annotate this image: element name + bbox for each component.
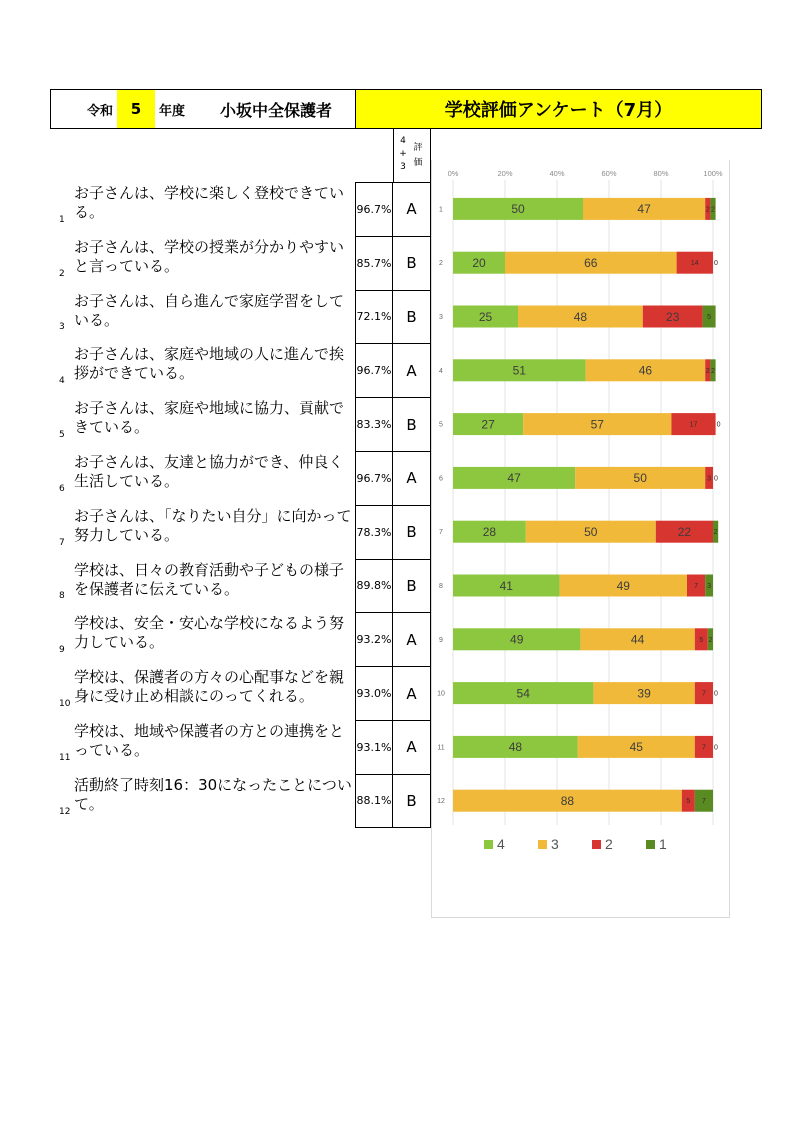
organization: 小坂中全保護者 — [219, 100, 332, 120]
data-label: 7 — [701, 690, 706, 698]
data-label: 20 — [472, 256, 486, 271]
data-label: 0 — [714, 475, 718, 483]
question-number: 5 — [59, 429, 65, 440]
x-tick-label: 60% — [601, 169, 617, 178]
score-label-part: 4 — [400, 136, 406, 146]
grade-value: B — [393, 559, 431, 613]
x-tick-label: 80% — [653, 169, 669, 178]
score-percent: 93.2% — [355, 612, 393, 666]
data-label: 27 — [481, 417, 495, 432]
data-label: 17 — [689, 421, 698, 429]
data-label: 0 — [714, 260, 718, 268]
question-text: お子さんは、「なりたい自分」に向かって努力している。 — [74, 506, 352, 544]
question-text: お子さんは、家庭や地域に協力、貢献できている。 — [74, 399, 345, 437]
question-row — [50, 720, 431, 774]
category-label: 3 — [439, 314, 443, 321]
data-label: 50 — [633, 471, 647, 486]
legend-swatch-4 — [484, 840, 493, 849]
question-number: 10 — [59, 698, 71, 709]
question-number: 4 — [59, 376, 65, 387]
data-label: 50 — [511, 202, 525, 217]
grade-value: B — [393, 505, 431, 559]
question-row — [50, 236, 431, 290]
x-tick-label: 40% — [549, 169, 565, 178]
data-label: 49 — [616, 578, 630, 593]
data-label: 2 — [705, 367, 710, 375]
data-label: 7 — [701, 798, 706, 806]
chart-svg — [432, 160, 731, 918]
x-tick-label: 0% — [447, 169, 459, 178]
category-label: 1 — [439, 206, 443, 214]
data-label: 51 — [512, 363, 526, 378]
score-label-part: 3 — [400, 162, 406, 172]
question-number: 6 — [59, 483, 65, 494]
x-tick-label: 20% — [497, 169, 513, 178]
data-label: 54 — [516, 686, 530, 701]
score-percent: 72.1% — [355, 290, 393, 344]
data-label: 47 — [507, 471, 521, 486]
data-label: 39 — [637, 686, 651, 701]
year-number: 5 — [117, 90, 155, 128]
score-percent: 83.3% — [355, 397, 393, 451]
header-bar — [50, 89, 762, 129]
data-label: 2 — [713, 529, 718, 537]
data-label: 2 — [711, 206, 715, 214]
data-label: 7 — [694, 583, 699, 591]
question-text: 学校は、保護者の方々の心配事などを親身に受け止め相談にのってくれる。 — [74, 668, 345, 706]
data-label: 44 — [630, 632, 645, 647]
question-text: 活動終了時刻16：30になったことについて。 — [74, 775, 352, 813]
question-number: 9 — [59, 645, 65, 656]
question-row — [50, 451, 431, 505]
page-title: 学校評価アンケート（7月） — [355, 90, 761, 128]
score-percent: 96.7% — [355, 182, 393, 236]
data-label: 28 — [482, 525, 497, 540]
question-row — [50, 182, 431, 236]
grade-value: B — [393, 774, 431, 828]
data-label: 0 — [714, 744, 718, 752]
data-label: 2 — [711, 367, 715, 375]
question-text: 学校は、日々の教育活動や子どもの様子を保護者に伝えている。 — [74, 560, 345, 598]
data-label: 50 — [584, 525, 598, 540]
legend-label: 1 — [659, 836, 667, 852]
question-number: 8 — [59, 591, 65, 602]
year-suffix: 年度 — [159, 103, 186, 119]
grade-value: A — [393, 182, 431, 236]
question-row — [50, 505, 431, 559]
question-number: 11 — [59, 752, 71, 763]
data-label: 5 — [707, 314, 712, 322]
x-tick-label: 100% — [703, 169, 723, 178]
question-text: お子さんは、学校の授業が分かりやすいと言っている。 — [74, 237, 345, 275]
legend-label: 2 — [605, 836, 613, 852]
score-percent: 89.8% — [355, 559, 393, 613]
question-number: 7 — [59, 537, 65, 548]
score-percent: 78.3% — [355, 505, 393, 559]
data-label: 5 — [699, 636, 704, 644]
category-label: 6 — [439, 475, 443, 483]
grade-value: A — [393, 720, 431, 774]
data-label: 49 — [510, 632, 524, 647]
category-label: 2 — [439, 260, 443, 268]
data-label: 88 — [560, 794, 575, 809]
question-text: 学校は、地域や保護者の方との連携をとっている。 — [74, 721, 345, 759]
category-label: 4 — [439, 367, 443, 375]
legend-swatch-1 — [646, 840, 655, 849]
question-row — [50, 290, 431, 344]
data-label: 7 — [701, 744, 706, 752]
data-label: 2 — [708, 636, 713, 644]
data-label: 0 — [714, 690, 718, 698]
question-row — [50, 774, 431, 828]
question-row — [50, 559, 431, 613]
question-number: 1 — [59, 214, 65, 225]
question-text: お子さんは、友達と協力ができ、仲良く生活している。 — [74, 452, 344, 490]
legend-label: 4 — [497, 836, 505, 852]
data-label: 47 — [637, 202, 651, 217]
data-label: 23 — [666, 309, 680, 324]
grade-value: A — [393, 451, 431, 505]
category-label: 11 — [437, 744, 445, 752]
question-table — [50, 182, 431, 828]
question-text: お子さんは、学校に楽しく登校できている。 — [74, 184, 345, 221]
grade-value: B — [393, 236, 431, 290]
score-percent: 85.7% — [355, 236, 393, 290]
data-label: 3 — [707, 583, 712, 591]
data-label: 5 — [686, 798, 691, 806]
question-number: 12 — [59, 806, 71, 817]
data-label: 3 — [707, 475, 712, 483]
question-text: 学校は、安全・安心な学校になるよう努力している。 — [74, 614, 345, 652]
data-label: 48 — [573, 309, 588, 324]
category-label: 8 — [439, 583, 443, 590]
grade-column-label — [413, 141, 423, 171]
question-number: 3 — [59, 322, 65, 333]
grade-value: B — [393, 397, 431, 451]
question-row — [50, 666, 431, 720]
category-label: 5 — [439, 421, 443, 429]
grade-value: A — [393, 343, 431, 397]
score-percent: 96.7% — [355, 343, 393, 397]
score-percent: 88.1% — [355, 774, 393, 828]
question-text: お子さんは、家庭や地域の人に進んで挨拶ができている。 — [74, 345, 345, 383]
legend-swatch-3 — [538, 840, 547, 849]
grade-label-part: 評 — [413, 143, 423, 153]
data-label: 0 — [716, 421, 721, 429]
data-label: 46 — [638, 363, 653, 378]
score-percent: 93.1% — [355, 720, 393, 774]
score-column-label — [399, 135, 407, 174]
legend-label: 3 — [551, 836, 559, 852]
data-label: 45 — [629, 740, 643, 755]
question-text: お子さんは、自ら進んで家庭学習をしている。 — [74, 291, 345, 329]
category-label: 10 — [437, 690, 445, 698]
column-header — [393, 129, 431, 182]
legend-swatch-2 — [592, 840, 601, 849]
data-label: 57 — [590, 417, 604, 432]
grade-value: A — [393, 612, 431, 666]
data-label: 14 — [690, 260, 699, 268]
score-percent: 93.0% — [355, 666, 393, 720]
score-label-part: + — [399, 149, 407, 159]
category-label: 12 — [437, 798, 445, 806]
question-row — [50, 612, 431, 666]
stacked-bar-chart — [431, 160, 730, 918]
grade-label-part: 価 — [413, 158, 423, 168]
score-percent: 96.7% — [355, 451, 393, 505]
grade-value: B — [393, 290, 431, 344]
question-row — [50, 397, 431, 451]
data-label: 2 — [705, 206, 710, 214]
era-label: 令和 — [86, 103, 113, 119]
question-row — [50, 343, 431, 397]
data-label: 25 — [478, 309, 493, 324]
data-label: 66 — [584, 256, 598, 271]
data-label: 41 — [499, 578, 513, 593]
grade-value: A — [393, 666, 431, 720]
data-label: 22 — [677, 525, 692, 540]
data-label: 48 — [508, 740, 523, 755]
category-label: 7 — [439, 529, 443, 537]
category-label: 9 — [439, 636, 443, 644]
question-number: 2 — [59, 268, 65, 279]
